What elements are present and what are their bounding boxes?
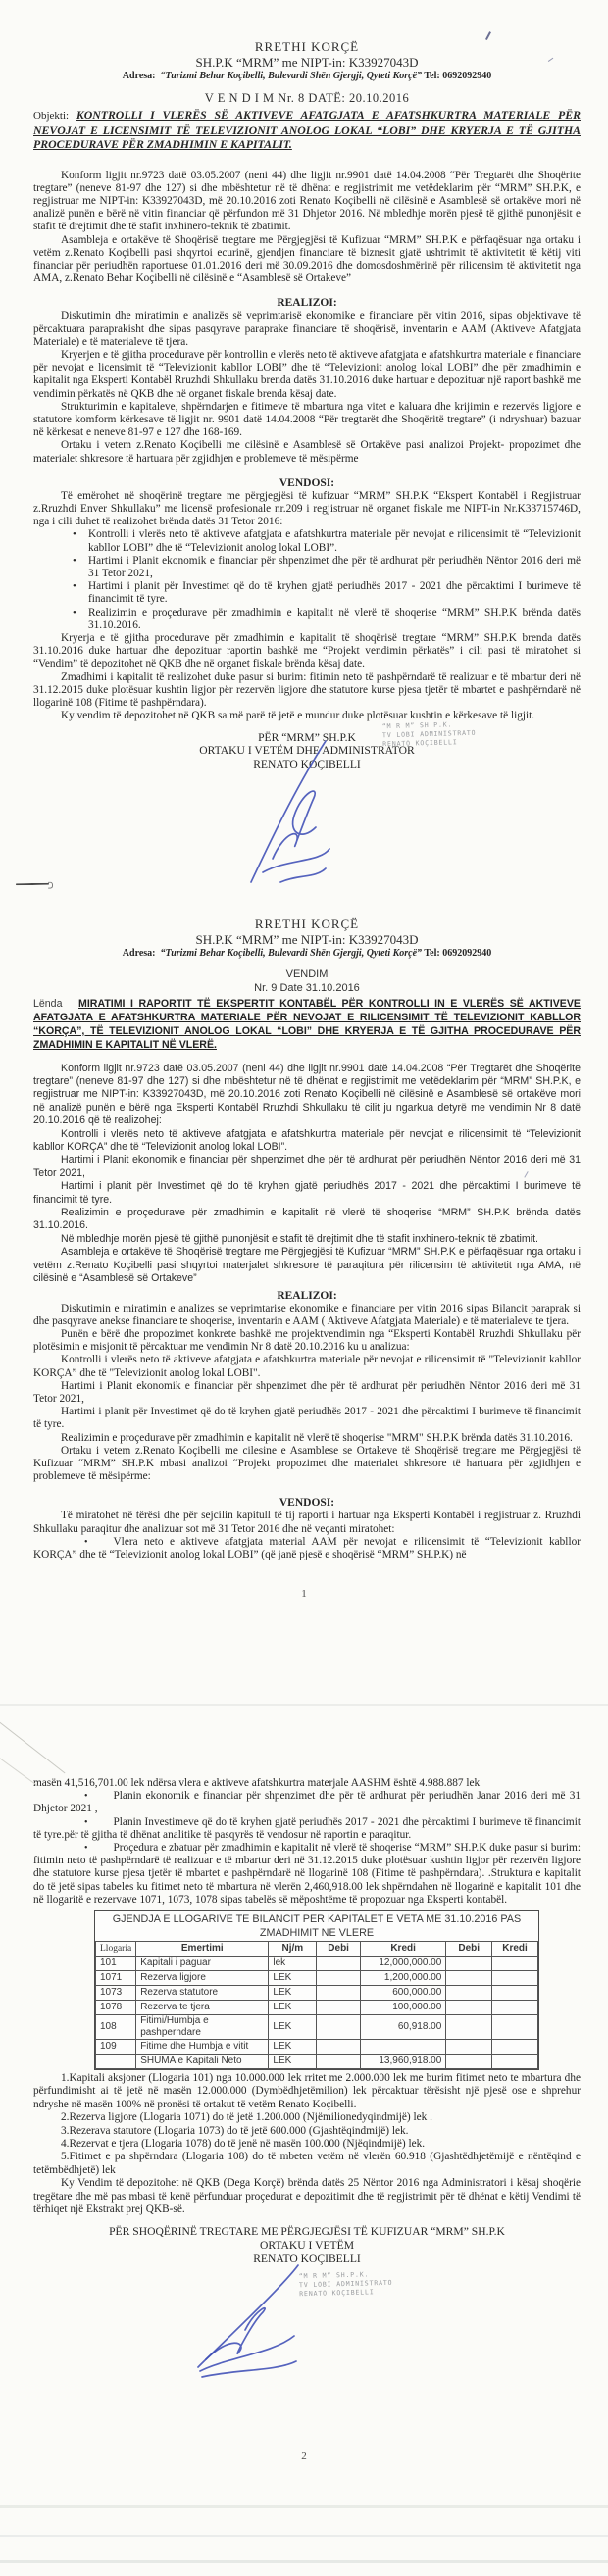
address-value: “Turizmi Behar Koçibelli, Bulevardi Shën Gjergji, Qyteti Korçë”: [160, 71, 423, 81]
col-header: Kredi: [492, 1942, 538, 1957]
cell-unit: LEK: [269, 1986, 317, 2001]
cell-unit: LEK: [269, 2015, 317, 2040]
table-row: [96, 1986, 538, 2001]
page-number: 2: [301, 2451, 307, 2462]
paragraph: Hartimi i planit për Investimet që do të kryhen gjatë periudhës 2017 - 2021 dhe përcaktimi I burimeve të financimit të tyre.: [33, 1180, 581, 1206]
cell-credit: 100,000.00: [360, 2001, 445, 2015]
paragraph: Të emërohet në shoqërinë tregtare me përgjegjësi të kufizuar “MRM” SH.P.K “Ekspert Kontabël i Regjistruar z.Rruzhdi Enver Shkullaku” me licensë profesionale nr.209 i regjistruar në organet fiskale me NIPT-in Nr.K33715746D, nga i cili duhet të realizohet brënda datës 31 Tetor 2016:: [33, 489, 581, 528]
page-3-vendim-nr9-continued: [0, 1730, 608, 2576]
paragraph: Kontrolli i vlerës neto të aktiveve afatgjata e afatshkurtra materiale për nevojat e rilicensimit të "Televizionit kabllor KORÇA” dhe të "Televizionit anolog lokal LOBI".: [33, 1354, 581, 1379]
paragraph: Ortaku i vetem z.Renato Koçibelli me cilesine e Asamblese se Ortakeve të Shoqërisë tregtare me Përgjegjësi të Kufizuar “MRM” SH.P.K mbasi analizoi “Projekt propozimet dhe materialet shkresore të hartuara për zgjidhjen e problemeve të mësipërme:: [33, 1444, 581, 1483]
list-item: • Hartimi i Planit ekonomik e financiar për shpenzimet dhe për të ardhurat për periudhën Nëntor 2016 deri më 31 Tetor 2021,: [73, 555, 581, 580]
sign-name-line: RENATO KOÇIBELLI: [253, 2252, 361, 2265]
cell-account: 109: [96, 2040, 136, 2055]
cell-credit2: [492, 2040, 538, 2055]
table-row: [96, 2040, 538, 2055]
cell-debit: [317, 2040, 361, 2055]
cell-credit2: [492, 1957, 538, 1971]
cell-credit2: [492, 2055, 538, 2069]
bullet-paragraph: • Planin Investimeve që do të kryhen gjatë periudhës 2017 - 2021 dhe përcaktimi I burimeve të financimit të tyre.për të gjitha të dhënat analitike të pasqyrës të vendosur në raportin e paraqitur.: [33, 1816, 581, 1842]
cell-unit: LEK: [269, 2055, 317, 2069]
sign-for-line: PËR “MRM” SH.P.K: [258, 730, 356, 744]
cell-account: 1073: [96, 1986, 136, 2001]
paragraph: Diskutimin e miratimin e analizes se veprimtarise ekonomike e financiare per vitin 2016 sipas Bilancit paraprak si dhe pasqyrave anekse financiare te shoqerise, inventarin e AAM ( Aktiveve Afatgjata Materiale) e të materialeve te tjera.: [33, 1302, 581, 1327]
table-row: [96, 2001, 538, 2015]
cell-unit: lek: [269, 1957, 317, 1971]
numbered-items: [33, 2072, 581, 2216]
cell-credit2: [492, 1986, 538, 2001]
table-row: [96, 1971, 538, 1986]
cell-name: Fitime dhe Humbja e vitit: [136, 2040, 269, 2055]
phone: Tel: 0692092940: [424, 948, 492, 959]
table-header-row: [96, 1942, 538, 1957]
subject-text: MIRATIMI I RAPORTIT TË EKSPERTIT KONTABËL PËR KONTROLLI IN E VLERËS SË AKTIVEVE AFATGJATA E AFATSHKURTRA MATERIALE PËR NEVOJAT E RILICENSIMIT TË TELEVIZIONIT KABLLOR “KORÇA”, TË TELEVIZIONIT ANOLOG LOKAL “LOBI” DHE KRYERJA E TË GJITHA PROCEDURAVE PËR ZMADHIMIN E KAPITALIT NË VLERË.: [33, 998, 581, 1051]
cell-name: Kapitali i paguar: [136, 1957, 269, 1971]
cell-name: Rezerva te tjera: [136, 2001, 269, 2015]
cell-unit: LEK: [269, 2001, 317, 2015]
cell-credit: [360, 2040, 445, 2055]
page-2-vendim-nr9: [0, 887, 608, 1730]
paragraph: Kryerja e të gjitha procedurave për zmadhimin e kapitalit të shoqërisë tregtare “MRM” SH.P.K brenda datës 31.10.2016 duke hartuar dhe depozituar raportin bashkë me “Projekt vendimin përkatës” i cili pasi të miratohet si “Vendim” të depozitohet në QKB dhe në organet fiskale brënda kësaj date.: [33, 632, 581, 670]
section-vendosi: VENDOSI:: [279, 476, 335, 489]
cell-debit: [317, 1971, 361, 1986]
paragraph: Hartimi i Planit ekonomik e financiar për shpenzimet dhe për të ardhurat për periudhën Nëntor 2016 deri më 31 Tetor 2021,: [33, 1379, 581, 1405]
subject-label: Objekti:: [33, 110, 70, 122]
item-1: 1.Kapitali aksjoner (Llogaria 101) nga 10.000.000 lek rritet me 2.000.000 lek me burim fitimet neto te mbartura dhe përfundimisht ai të jetë në masën 12.000.000 (Dymbëdhjetëmilion) lek përcaktuar tërësisht një pjesë ose e shprehur ndryshe në masën 100% në pronësi të ortakut të vetëm Renato Koçibelli.: [33, 2072, 581, 2110]
col-header: Kredi: [360, 1942, 445, 1957]
cell-credit2: [492, 1971, 538, 1986]
table-row: [96, 1957, 538, 1971]
cell-debit2: [446, 2055, 492, 2069]
handwritten-signature: [186, 2259, 319, 2382]
address-value: “Turizmi Behar Koçibelli, Bulevardi Shën Gjergji, Qyteti Korçë”: [160, 948, 423, 959]
address-line: [33, 948, 581, 959]
cell-account: 108: [96, 2015, 136, 2040]
stamp-line: RENATO KOÇIBELLI: [299, 2288, 375, 2299]
paragraph: Realizimin e proçedurave për zmadhimin e kapitalit në vlerë të shoqerise “MRM” SH.P.K brënda datës 31.10.2016.: [33, 1207, 581, 1232]
subject-paragraph: [33, 997, 581, 1052]
cell-credit: 13,960,918.00: [360, 2055, 445, 2069]
table-title-line2: ZMADHIMIT NE VLERE: [259, 1926, 375, 1939]
cell-unit: LEK: [269, 2040, 317, 2055]
company-line: SH.P.K “MRM” me NIPT-in: K33927043D: [195, 932, 419, 947]
col-header: Llogaria: [96, 1942, 136, 1957]
phone: Tel: 0692092940: [424, 71, 492, 81]
table-row: [96, 2015, 538, 2040]
cell-credit: 600,000.00: [360, 1986, 445, 2001]
decision-bullet-list: [73, 528, 581, 632]
stamp-line: “M R M” SH.P.K.: [298, 2270, 370, 2281]
subject-text: KONTROLLI I VLERËS SË AKTIVEVE AFATGJATA E AFATSHKURTRA MATERIALE PËR NEVOJAT E LICENSIMIT TË TELEVIZIONIT ANOLOG LOKAL “LOBI” DHE KRYERJA E TË GJITHA PROCEDURAVE PËR ZMADHIMIN E KAPITALIT.: [33, 108, 581, 152]
cell-name: Rezerva ligjore: [136, 1971, 269, 1986]
section-realizoi: REALIZOI:: [277, 297, 337, 310]
org-name: RRETHI KORÇË: [254, 916, 360, 931]
section-realizoi: REALIZOI:: [277, 1289, 337, 1302]
page-number: 1: [301, 1588, 307, 1600]
table-row-total: [96, 2055, 538, 2069]
paragraph: Në mbledhje morën pjesë të gjithë punonjësit e stafit të drejtimit dhe të stafit inxhinero-teknik të zbatimit.: [61, 1232, 538, 1245]
sign-role-line: ORTAKU I VETËM: [259, 2238, 355, 2252]
cell-debit: [317, 1957, 361, 1971]
cell-name: SHUMA e Kapitali Neto: [136, 2055, 269, 2069]
sign-role-line: ORTAKU I VETËM DHE ADMINISTRATOR: [199, 744, 415, 758]
sign-name-line: RENATO KOÇIBELLI: [253, 757, 361, 770]
item-2: 2.Rezerva ligjore (Llogaria 1071) do të jetë 1.200.000 (Njëmilionedyqindmijë) lek .: [61, 2111, 432, 2124]
cell-name: Rezerva statutore: [136, 1986, 269, 2001]
col-header: Debi: [446, 1942, 492, 1957]
stamp-line: “M R M” SH.P.K.: [381, 720, 453, 731]
paragraph: Asambleja e ortakëve të Shoqërisë tregtare me Përgjegjësi të Kufizuar “MRM” SH.P.K e përfaqësuar nga ortaku i vetëm z.Renato Koçibelli pasi shqyrtoi ecurinë, gjendjen financiare të biznesit gjatë ushtrimit të aktivitetit të këtij viti financiar për periudhën raportuese 01.01.2016 deri më 30.09.2016 dhe domosdoshmërinë për rilicensim të aktivitetit nga AMA, z.Renato Behar Koçibelli në cilësinë e “Asamblesë së Ortakeve”: [33, 233, 581, 285]
address-line: [33, 71, 581, 81]
subject-paragraph: [33, 108, 581, 152]
address-label: Adresa:: [122, 71, 156, 81]
cell-name: Fitimi/Humbja e pashperndare: [136, 2015, 269, 2040]
cell-credit2: [492, 2015, 538, 2040]
balance-table: [95, 1941, 538, 2069]
col-header: Nj/m: [269, 1942, 317, 1957]
cell-debit2: [446, 2040, 492, 2055]
paragraph: Ortaku i vetem z.Renato Koçibelli me cilësinë e Asamblesë së Ortakëve pasi analizoi Projekt- propozimet dhe materialet shkresore të hartuara për zgjidhjen e problemeve të mësipërme: [33, 439, 581, 465]
sign-for-line: PËR SHOQËRINË TREGTARE ME PËRGJEGJËSI TË KUFIZUAR “MRM” SH.P.K: [109, 2224, 505, 2238]
cell-account: 1078: [96, 2001, 136, 2015]
paragraph: Punën e bërë dhe propozimet konkrete bashkë me projektvendimin nga “Eksperti Kontabël Rruzhdi Shkullaku për plotësimin e misjonit të përcaktuar me vendimin Nr 8 datë 20.10.2016 ku u analizua:: [33, 1327, 581, 1354]
col-header: Emertimi: [136, 1942, 269, 1957]
decision-number-line: Nr. 9 Date 31.10.2016: [254, 982, 360, 994]
cell-debit2: [446, 2015, 492, 2040]
table-title: [95, 1911, 538, 1941]
bullet-paragraph: • Vlera neto e aktiveve afatgjata material AAM për nevojat e rilicensimit të “Televizionit kabllor KORÇA” dhe të “Televizionit anolog lokal LOBI” (që janë pjesë e shoqërisë “MRM” SH.P.K) në: [33, 1536, 581, 1561]
org-name: RRETHI KORÇË: [254, 39, 360, 54]
paragraph: Ky vendim të depozitohet në QKB sa më parë të jetë e mundur duke plotësuar kushtin e kërkesave të ligjit.: [61, 710, 535, 722]
cell-debit2: [446, 1986, 492, 2001]
page-1-vendim-nr8: [0, 0, 608, 887]
stamp-line: TV LOBI ADMINISTRATO: [298, 2278, 393, 2290]
paragraph: Konform ligjit nr.9723 datë 03.05.2007 (neni 44) dhe ligjit nr.9901 datë 14.04.2008 “Për Tregtarët dhe Shoqërite tregtare” (neneve 81-97 dhe 127) si dhe mbështetur në të dhënat e regjistrimit me vetëdeklarim për “MRM” SH.P.K, e regjistruar me NIPT-in: K33927043D, më 20.10.2016 zoti Renato Koçibelli në cilësinë e Asamblesë së ortakëve mori në analizë punën e bërë në vitin financiar që përfundon më 31 Dhjetor 2016. Në mbledhje morën pjesë të gjithë punonjësit e stafit të drejtimit dhe të stafit inxhinero-teknik të zbatimit.: [33, 169, 581, 233]
cell-account: [96, 2055, 136, 2069]
company-stamp: [382, 720, 477, 749]
cell-account: 1071: [96, 1971, 136, 1986]
address-label: Adresa:: [122, 948, 156, 959]
bullet-paragraph: • Proçedura e zbatuar për zmadhimin e kapitalit në vlerë të shoqerise “MRM” SH.P.K duke pasur si burim: fitimin neto të pashpërndarë të realizuar e të mbartur deri në 31.12.2015 duke plotësuar kushtin ligjor për rezervën ligjore dhe statutore kurse pjesa tjetër të mbartet e pashpërndarë në llogarinë 108 (Fitime të pashpërndara). .Struktura e kapitalit do të jetë sipas tabeles ku fitimet neto të mbartura në vlerën 2,460,918.00 lek shpërndahen në llogarinë e kapitalit 101 dhe në llogaritë e rezervave 1071, 1073, 1078 sipas tabelës së mëposhtëme të propozuar nga Eksperti kontabël.: [33, 1842, 581, 1907]
cell-unit: LEK: [269, 1971, 317, 1986]
paragraph: masën 41,516,701.00 lek ndërsa vlera e aktiveve afatshkurtra materjale AASHM është 4.988.887 lek: [33, 1777, 481, 1789]
paragraph: Konform ligjit nr.9723 datë 03.05.2007 (neni 44) dhe ligjit nr.9901 datë 14.04.2008 “Për Tregtarët dhe Shoqërite tregtare” (neneve 81-97 dhe 127) si dhe mbështetur në të dhënat e regjistrimit me vetëdeklarim për “MRM” SH.P.K, e regjistruar me NIPT-in: K33927043D, më 20.10.2016 zoti Renato Koçibelli në cilësinë e Asamblesë së ortakëve mori në analizë punën e bërë nga Eksperti Kontabël Rruzhdi Shkullaku të cilit ju ngarkua detyrë me vendimin Nr 8 datë 20.10.2016 që të realizohej:: [33, 1062, 581, 1127]
cell-account: 101: [96, 1957, 136, 1971]
list-item: • Kontrolli i vlerës neto të aktiveve afatgjata e afatshkurtra materiale për nevojat e rilicensimit të “Televizionit kabllor LOBI” dhe të “Televizionit anolog lokal LOBI”.: [73, 528, 581, 554]
cell-credit: 1,200,000.00: [360, 1971, 445, 1986]
subject-label: Lënda: [33, 998, 63, 1010]
paragraph: Hartimi i planit për Investimet që do të kryhen gjatë periudhës 2017 - 2021 dhe përcaktimi I burimeve të financimit të tyre.: [33, 1406, 581, 1431]
paragraph: Hartimi i Planit ekonomik e financiar për shpenzimet dhe për të ardhurat për periudhën Nëntor 2016 deri më 31 Tetor 2021,: [33, 1154, 581, 1179]
decision-title: VENDIM: [285, 968, 329, 980]
cell-debit: [317, 1986, 361, 2001]
bullet-paragraph: • Planin ekonomik e financiar për shpenzimet dhe për të ardhurat për periudhën Janar 2016 deri më 31 Dhjetor 2021 ,: [33, 1790, 581, 1815]
section-vendosi: VENDOSI:: [279, 1497, 335, 1510]
cell-debit2: [446, 1971, 492, 1986]
closing-paragraph: Ky Vendim të depozitohet në QKB (Dega Korçë) brënda datës 25 Nëntor 2016 nga Administratori i kësaj shoqërie tregëtare dhe më pas mbasi të kenë përfunduar proçedurat e depozitimit dhe të regjistrimit për të dhënat e këtij Vendimi të tërhiqet një Ekstrakt prej QKB-së.: [33, 2177, 581, 2216]
paragraph: Zmadhimi i kapitalit të realizohet duke pasur si burim: fitimin neto të pashpërndarë të realizuar e të mbartur deri në 31.12.2015 duke plotësuar kushtin ligjor për rezervën ligjore dhe statutore kurse pjesa tjetër të mbartet e pashpërndarë në llogarinë 108 (Fitime të pashpërndara).: [33, 670, 581, 710]
paragraph: Kryerjen e të gjitha procedurave për kontrollin e vlerës neto të aktiveve afatgjata e afatshkurtra materiale e financiare për nevojat e licensimit të “Televizionit kabllor LOBI” dhe të “Televizionit anolog lokal LOBI” dhe për zmadhimin e kapitalit nga Eksperti Kontabël Rruzhdi Shkullaku brenda datës 31.10.2016 duke hartuar e depozituar një raport bashkë me vendimin përkatës në QKB dhe në organet fiskale brenda kësaj date.: [33, 349, 581, 400]
cell-debit: [317, 2015, 361, 2040]
cell-debit2: [446, 2001, 492, 2015]
table-title-line1: GJENDJA E LLOGARIVE TE BILANCIT PER KAPITALET E VETA ME 31.10.2016 PAS: [112, 1913, 522, 1926]
paragraph: Të miratohet në tërësi dhe për sejcilin kapitull të tij raporti i hartuar nga Eksperti Kontabël i regjistruar z. Rruzhdi Shkullaku paraqitur dhe analizuar sot më 31 Tetor 2016 dhe në veçanti miratohet:: [33, 1510, 581, 1535]
paragraph: Diskutimin dhe miratimin e analizës së veprimtarisë ekonomike e financiare për vitin 2016, sipas objektivave të përcaktuara paraprakisht dhe sipas pasqyrave paraprake financiare të shoqërisë, inventarin e AAM (Aktiveve Afatgjata Materiale) e të materialeve të tjera.: [33, 310, 581, 348]
handwritten-signature: [233, 733, 351, 887]
item-3: 3.Rezerava statutore (Llogaria 1073) do të jetë 600.000 (Gjashtëqindmijë) lek.: [61, 2124, 409, 2137]
cell-debit: [317, 2001, 361, 2015]
list-item: • Hartimi i planit për Investimet që do të kryhen gjatë periudhës 2017 - 2021 dhe përcaktimi I burimeve të financimit të tyre.: [73, 580, 581, 606]
company-line: SH.P.K “MRM” me NIPT-in: K33927043D: [195, 55, 419, 70]
paragraph: Strukturimin e kapitaleve, shpërndarjen e fitimeve të mbartura nga vitet e kaluara dhe krijimin e rezervës ligjore e statutore komform kërkesave të ligjit nr. 9901 datë 14.04.2008 “Për tregtarët dhe Shoqëritë tregtare” (i ndryshuar) bazuar në kërkesat e neneve 81-97 e 127 dhe 168-169.: [33, 400, 581, 439]
item-5: 5.Fitimet e pa shpërndara (Llogaria 108) do të mbeten vetëm në vlerën 60.918 (Gjashtëdhjetëmijë e nëntëqind e tetëmbëdhjetë) lek: [33, 2151, 581, 2176]
cell-credit: 12,000,000.00: [360, 1957, 445, 1971]
cell-debit: [317, 2055, 361, 2069]
item-4: 4.Rezervat e tjera (Llogaria 1078) do të jenë në masën 100.000 (Njëqindmijë) lek.: [61, 2138, 426, 2151]
capital-balance-table: [94, 1910, 539, 2070]
paragraph: Realizimin e proçedurave për zmadhimin e kapitalit në vlerë të shoqerise "MRM" SH.P.K brënda datës 31.10.2016.: [61, 1431, 573, 1444]
stamp-line: TV LOBI ADMINISTRATO: [381, 728, 477, 740]
decision-number-line: V E N D I M Nr. 8 DATË: 20.10.2016: [204, 91, 410, 105]
paragraph: Kontrolli i vlerës neto të aktiveve afatgjata e afatshkurtra materiale për nevojat e rilicensimit të “Televizionit kabllor KORÇA” dhe të “Televizionit anolog lokal LOBI”.: [33, 1127, 581, 1154]
paragraph: Asambleja e ortakëve të Shoqërisë tregtare me Përgjegjësi të Kufizuar “MRM” SH.P.K e përfaqësuar nga ortaku i vetëm z.Renato Koçibelli pasi shqyrtoi materjalet shkresore të paraqitura për rilicensim të aktivitetit nga AMA, në cilësinë e “Asamblesë së Ortakeve”: [33, 1246, 581, 1285]
cell-credit: 60,918.00: [360, 2015, 445, 2040]
col-header: Debi: [317, 1942, 361, 1957]
cell-debit2: [446, 1957, 492, 1971]
stamp-line: RENATO KOÇIBELLI: [382, 738, 458, 749]
list-item: • Realizimin e proçedurave për zmadhimin e kapitalit në vlerë të shoqerise “MRM” SH.P.K brënda datës 31.10.2016.: [73, 607, 581, 632]
cell-credit2: [492, 2001, 538, 2015]
